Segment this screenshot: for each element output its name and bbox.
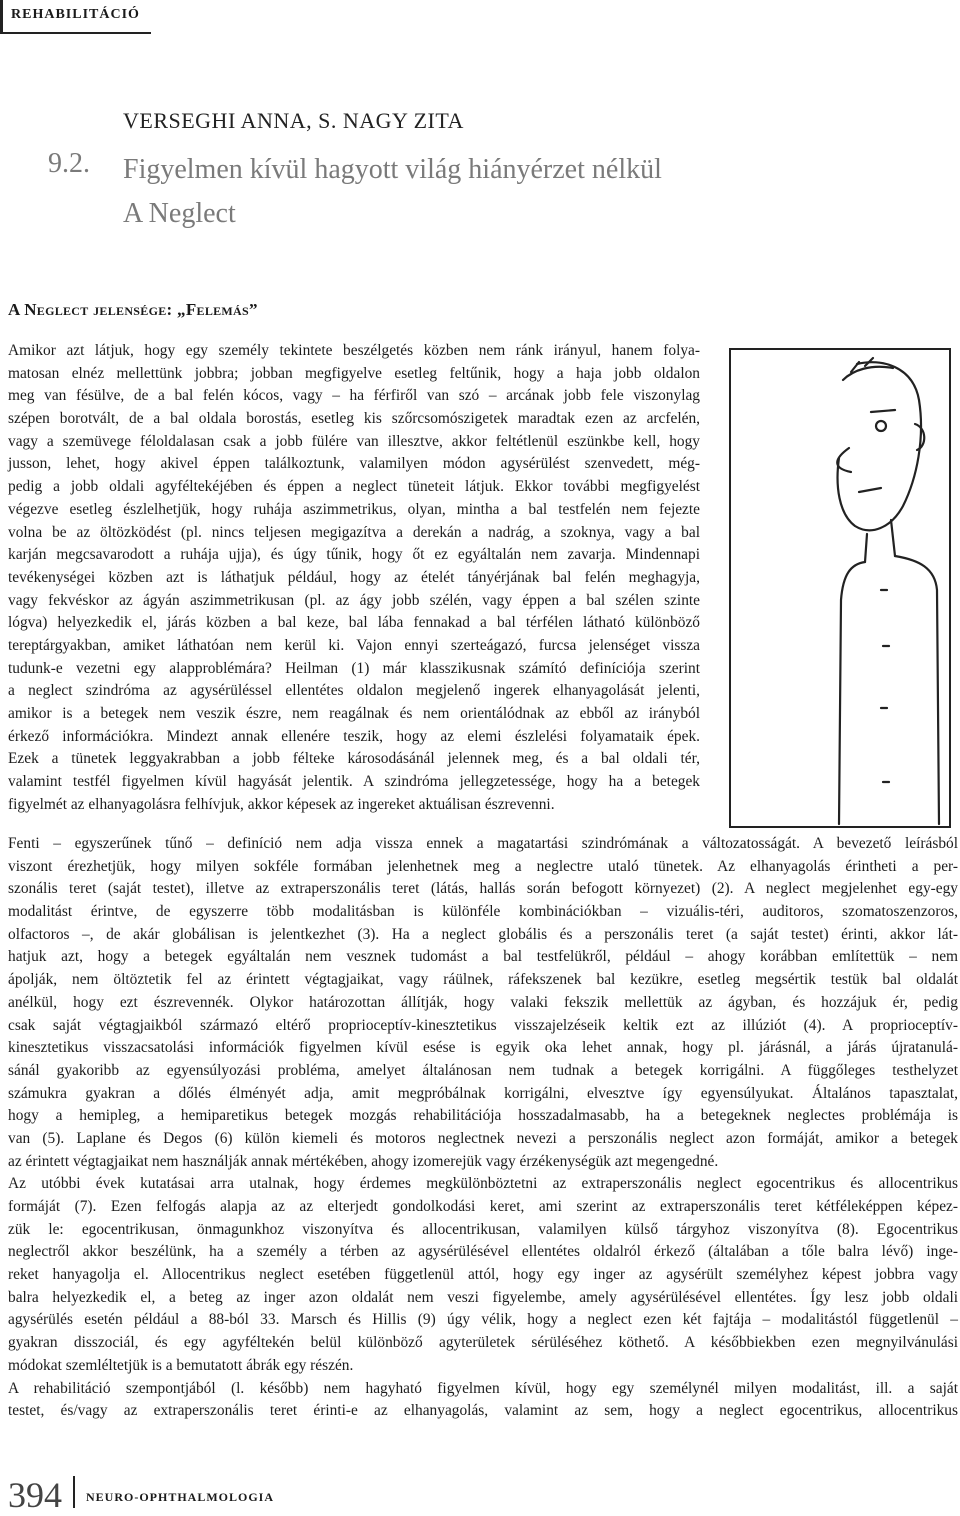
footer-divider xyxy=(73,1476,75,1508)
section-tag-label: REHABILITÁCIÓ xyxy=(11,7,140,22)
text-line: szépen borotvált, de a bal oldala borostás, esetleg kis szőrcsomószigetek maradtak ezen az arcfelén, xyxy=(8,410,700,428)
text-line: végezve esetleg észlelhetjük, hogy ruhája aszimmetrikus, olyan, mintha a bal testfelén nem fejezte xyxy=(8,500,700,518)
text-line: érkező információkra. Mindezt annak ellenére teszik, hogy az elemi észlelési folyamataik épek. xyxy=(8,727,700,745)
text-line: agysérülés esetén például a 88-ból 33. Marsch és Hillis (9) úgy vélik, hogy a neglect ezen két fajtája – modalitástól függetlenül – xyxy=(8,1311,958,1329)
text-line: tudunk-e vezetni egy alapproblémára? Heilman (1) már klasszikusnak számító definíciója szerint xyxy=(8,659,700,677)
paragraph-intro xyxy=(8,340,700,816)
text-line: anélkül, hogy ezt észrevennék. Olykor határozottan állítják, hogy valaki fekszik mellettük az ágyban, és hozzájuk ér, pedig xyxy=(8,993,958,1011)
text-line: tevékenységei közben azt is láthatjuk például, hogy az ételét tányérjának bal felén meghagyja, xyxy=(8,568,700,586)
text-line: tereptárgyakban, amiket láthatóan nem kerül ki. Vajon ennyi szerteágazó, furcsa jelenséget vissza xyxy=(8,636,700,654)
text-line: zük le: egocentrikusan, önmagunkhoz viszonyítva és allocentrikusan, valamilyen külső tárgyhoz viszonyítva (8). Egocentrikus xyxy=(8,1220,958,1238)
text-line: neglectről akkor beszélünk, ha a személy a térben az agysérülésével ellentétes oldalról érkező (általában a tőle balra lévő) inge- xyxy=(8,1243,958,1261)
section-tag xyxy=(0,0,151,34)
text-line: karján megcsavarodott a ruhája ujja), és úgy tűnik, hogy őt ez egyáltalán nem zavarja. Mindennapi xyxy=(8,546,700,564)
section-heading: A Neglect jelensége: „Felemás” xyxy=(8,300,258,319)
person-drawing-icon xyxy=(729,348,951,828)
text-line: valamint testfél figyelmen kívül hagyását jelentik. A szindróma jellegzetessége, hogy ha a betegek xyxy=(8,773,700,791)
text-line: gyakran disszociál, és egy agyféltekén belül különböző agyterületek sérüléséhez köthető. A későbbiekben ezen megnyilvánulási xyxy=(8,1334,958,1352)
text-line: hatjuk azt, hogy a betegek egyáltalán nem vesznek tudomást a bal testfelükről, például – ahogy korábban említettük – nem xyxy=(8,948,958,966)
text-line: Fenti – egyszerűnek tűnő – definíció nem adja vissza ennek a magatartási szindrómának a változatosságát. A bevezető leírásból xyxy=(8,835,958,852)
text-line: balra helyezkedik el, a beteg az inger azon oldalát nem veszi figyelembe, amely agysérülésével ellentétes. Így lesz jobb oldali xyxy=(8,1288,958,1306)
text-line: szonális teret (saját testet), illetve az extraperszonális teret (látás, hallás során befogott környezet) (2). A neglect megjelenhet egy-egy xyxy=(8,880,958,898)
text-line: vagy fekvéskor az ágyán aszimmetrikusan (pl. az ágy jobb szélén, vagy éppen a bal szélen szinte xyxy=(8,591,700,609)
text-line: vagy a szemüvege féloldalasan csak a jobb fülére van illesztve, akkor feltétlenül eszünkbe kell, hogy xyxy=(8,432,700,450)
text-line: amikor is a betegek nem veszik észre, nem reagálnak és nem orientálódnak az ebből az irányból xyxy=(8,705,700,722)
text-line: a neglect szindróma az agysérüléssel ellentétes oldalon megjelenő ingerek elhanyagolását jelenti, xyxy=(8,682,700,700)
text-line: A rehabilitáció szempontjából (l. később) nem hagyható figyelmen kívül, hogy egy személynél milyen modalitást, ill. a saját xyxy=(8,1379,958,1397)
text-line: hogy a hemipleg, a hemiparetikus betegek mozgás rehabilitációja hosszadalmasabb, ha a betegeknek neglectes problémája is xyxy=(8,1107,958,1125)
text-line: számukra gyakran a dőlés élményét adja, amit megpróbálnak korrigálni, elvesztve így egyensúlyukat. Általános tapasztalat, xyxy=(8,1084,958,1102)
text-line: formáját (7). Ezen felfogás alapja az az elterjedt gondolkodási keret, ami szerint az extraperszonális teret kétféleképpen képez- xyxy=(8,1198,958,1215)
text-line: Amikor azt látjuk, hogy egy személy tekintete beszélgetés közben nem ránk irányul, hanem folya- xyxy=(8,342,700,359)
chapter-subtitle: A Neglect xyxy=(123,198,236,229)
text-line: jusson, lehet, hogy akivel éppen találkoztunk, valamilyen módon agysérülést szenvedett, még- xyxy=(8,455,700,473)
chapter-number: 9.2. xyxy=(48,148,90,179)
text-line: volna be az öltözködést (pl. nincs teljesen megigazítva a derekán a nadrág, a szoknya, vagy a bal xyxy=(8,523,700,541)
text-line: Az utóbbi évek kutatásai arra utalnak, hogy érdemes megkülönböztetni az extraperszonális neglect egocentrikus és allocentrikus xyxy=(8,1175,958,1193)
text-line: ápolják, nem öltöztetik fel az érintett végtagjaikat, vagy ráülnek, ráfekszenek bal kezükre, esetleg megsértik testük bal oldalát xyxy=(8,971,958,989)
text-line: módokat szemléltetjük is a bemutatott ábrák egy részén. xyxy=(8,1356,354,1374)
text-line: csak saját végtagjaikból származó eltérő proprioceptív-kinesztetikus visszajelzéseik keltik ezt az illúziót (4). A proprioceptív- xyxy=(8,1016,958,1034)
paragraph-main xyxy=(8,833,958,1423)
text-line: matosan elnéz mellettünk jobbra; jobban megfigyelve esetleg feltűnik, hogy a haja jobb oldalon xyxy=(8,364,700,382)
text-line: az érintett végtagjaikat nem használják annak mértékében, ahogy izomerejük vagy érzékenységük azt megengedné. xyxy=(8,1152,719,1170)
page-number: 394 xyxy=(8,1475,62,1515)
journal-name: NEURO-OPHTHALMOLOGIA xyxy=(86,1490,275,1504)
chapter-authors: VERSEGHI ANNA, S. NAGY ZITA xyxy=(123,108,464,133)
text-line: modalitást érintve, de egyszerre több modalitásban is különféle kombinációkban – vizuális-téri, auditoros, szomatoszenzoros, xyxy=(8,903,958,921)
text-line: Ezek a tünetek leggyakrabban a jobb félteke károsodásánál jelennek meg, és a bal oldali tér, xyxy=(8,750,700,768)
text-line: sánál gyakoribb az egyensúlyozási probléma, amelyet általánosan nem tudnak a betegek korrigálni. A függőleges testhelyzet xyxy=(8,1061,958,1079)
text-line: viszont érezhetjük, hogy milyen sokféle formában jelenhetnek meg a neglectre utaló tünetek. Az elhanyagolás érintheti a per- xyxy=(8,857,958,875)
chapter-title-line: Figyelmen kívül hagyott világ hiányérzet nélkül xyxy=(123,154,662,185)
text-line: reket hanyagolja el. Allocentrikus neglect esetében függetlenül attól, hogy egy inger az agysérült személyhez képest jobbra vagy xyxy=(8,1266,958,1284)
text-line: olfactoros –, de akár globálisan is jelentkezhet (3). Ha a neglect globális és a perszonális teret (a saját testet) érinti, akkor lát- xyxy=(8,925,958,943)
text-line: kinesztetikus visszacsatolási információk figyelmen kívül esése is egyik oka lehet annak, hogy pl. járásnál, a járás újratanulá- xyxy=(8,1039,958,1057)
text-line: pedig a jobb oldali agyféltekéjében és éppen a neglect tüneteit látjuk. Ekkor további megfigyelést xyxy=(8,478,700,496)
text-line: van (5). Laplane és Degos (6) külön kiemeli és motoros neglectnek nevezi a perszonális neglect azon formáját, amikor a betegek xyxy=(8,1129,958,1147)
text-line: meg van fésülve, de a bal felén kócos, vagy – ha férfiről van szó – arcának jobb fele viszonylag xyxy=(8,387,700,405)
text-line: lógva) helyezkedik el, járás közben a bal keze, bal lába fennakad a bal térfélen látható különböző xyxy=(8,614,700,632)
chapter-title xyxy=(123,148,662,236)
text-line: figyelmét az elhanyagolásra felhívjuk, akkor képesek az ingereket aktuálisan észrevenni. xyxy=(8,795,555,813)
text-line: testet, és/vagy az extraperszonális teret érinti-e az elhanyagolás, valamint az sem, hogy a neglect egocentrikus, allocentrikus xyxy=(8,1402,958,1420)
